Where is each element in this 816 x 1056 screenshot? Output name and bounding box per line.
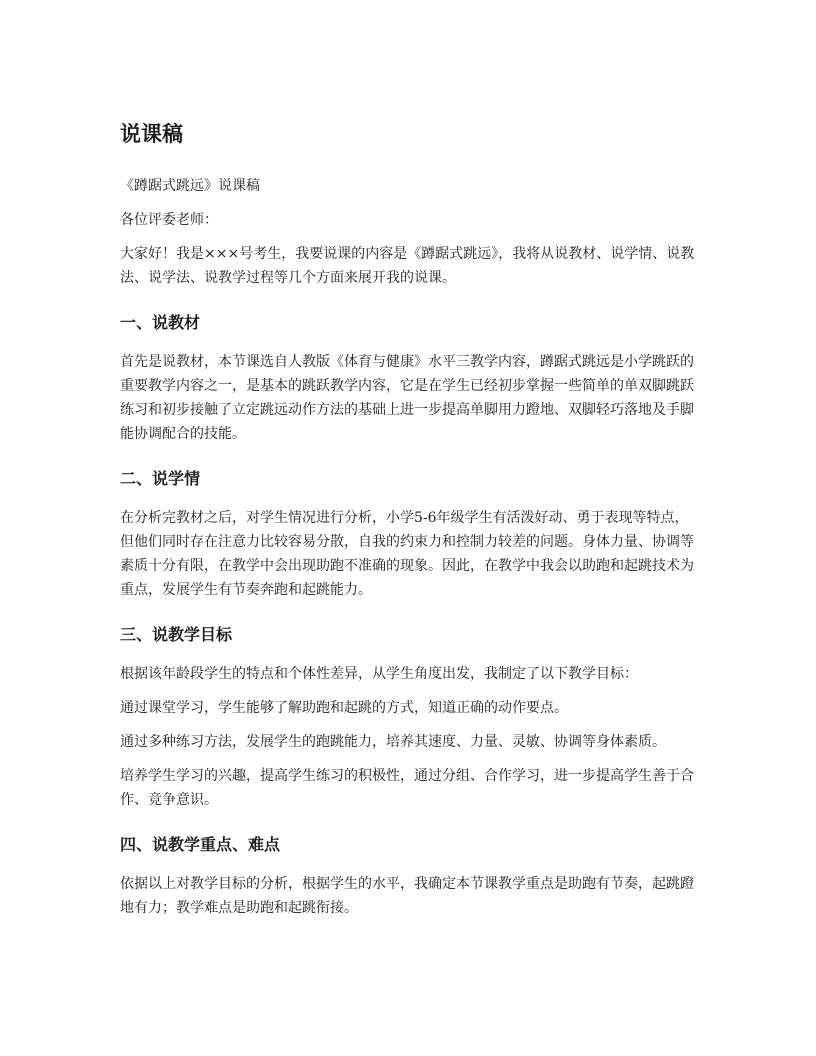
section-paragraph: 首先是说教材，本节课选自人教版《体育与健康》水平三教学内容，蹲踞式跳远是小学跳跃的重要教学内容之一，是基本的跳跃教学内容，它是在学生已经初步掌握一些简单的单双脚跳跃练习和初步接触了立定跳远动作方法的基础上进一步提高单脚用力蹬地、双脚轻巧落地及手脚能协调配合的技能。	[120, 354, 694, 442]
section-paragraph: 培养学生学习的兴趣，提高学生练习的积极性，通过分组、合作学习，进一步提高学生善于合作、竞争意识。	[120, 768, 694, 808]
section-paragraph: 依据以上对教学目标的分析，根据学生的水平，我确定本节课教学重点是助跑有节奏，起跳蹬地有力；教学难点是助跑和起跳衔接。	[120, 876, 694, 916]
document-title: 说课稿	[120, 122, 183, 146]
section-paragraph: 通过课堂学习，学生能够了解助跑和起跳的方式，知道正确的动作要点。	[120, 700, 568, 716]
section-heading-students: 二、说学情	[120, 469, 201, 488]
section-paragraph: 在分析完教材之后，对学生情况进行分析，小学5-6年级学生有活泼好动、勇于表现等特点，但他们同时存在注意力比较容易分散，自我的约束力和控制力较差的问题。身体力量、协调等素质十分有限，在教学中会出现助跑不准确的现象。因此，在教学中我会以助跑和起跳技术为重点，发展学生有节奏奔跑和起跳能力。	[120, 510, 694, 598]
section-paragraph: 通过多种练习方法，发展学生的跑跳能力，培养其速度、力量、灵敏、协调等身体素质。	[120, 734, 666, 750]
section-heading-key-points: 四、说教学重点、难点	[120, 835, 281, 854]
document-subtitle: 《蹲踞式跳远》说课稿	[120, 178, 260, 194]
section-heading-textbook: 一、说教材	[120, 313, 201, 332]
document-body	[120, 118, 700, 930]
salutation: 各位评委老师：	[120, 212, 218, 228]
section-heading-objectives: 三、说教学目标	[120, 625, 233, 644]
section-paragraph: 根据该年龄段学生的特点和个体性差异，从学生角度出发，我制定了以下教学目标：	[120, 666, 638, 682]
intro-paragraph: 大家好！我是×××号考生，我要说课的内容是《蹲踞式跳远》，我将从说教材、说学情、说教法、说学法、说教学过程等几个方面来展开我的说课。	[120, 246, 695, 286]
